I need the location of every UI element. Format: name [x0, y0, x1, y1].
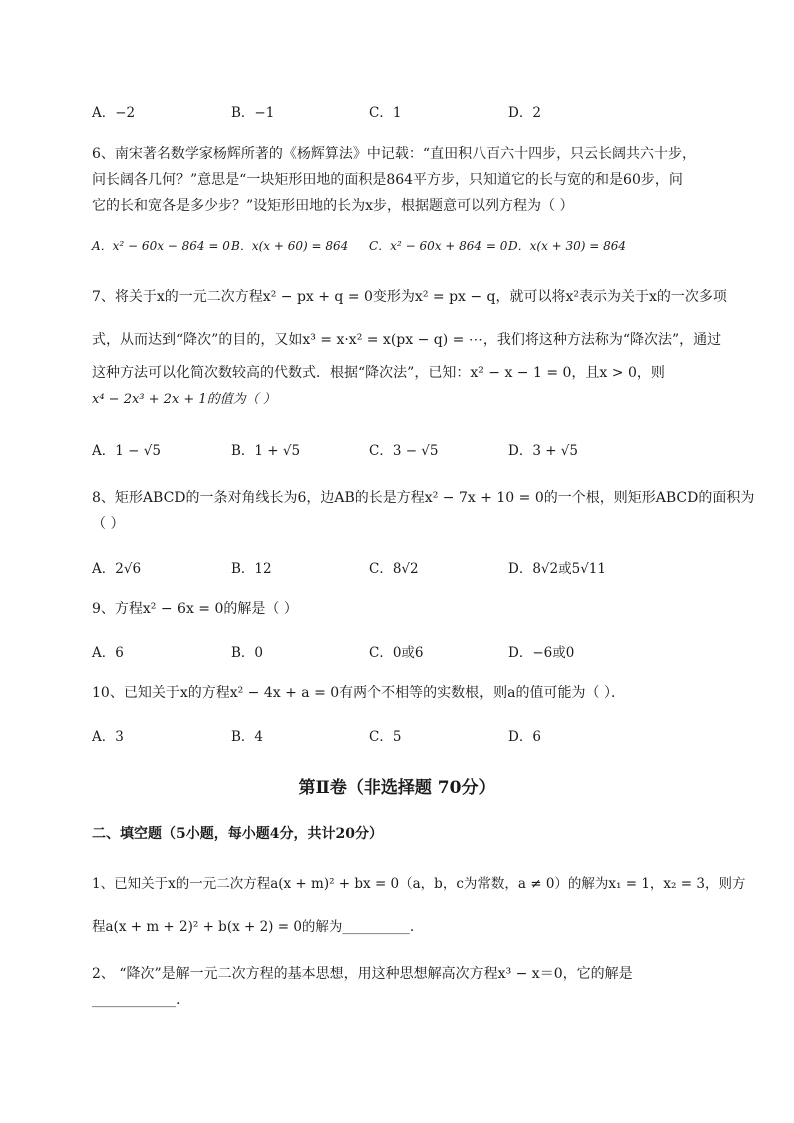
q9-option-c: C．0或6	[369, 645, 424, 661]
q6-stem-line-2: 问长阔各几何？”意思是“一块矩形田地的面积是864平方步，只知道它的长与宽的和是60步，问	[92, 172, 683, 188]
q8-stem-line-2: （ ）	[92, 516, 125, 532]
q7-stem-line-1: 7、将关于x的一元二次方程x² − px + q = 0变形为x² = px − q，就可以将x²表示为关于x的一次多项	[92, 289, 727, 305]
q6-option-b: B．x(x + 60) = 864	[231, 239, 349, 253]
q5-option-b: B．−1	[231, 105, 275, 121]
q5-option-a: A．−2	[92, 105, 136, 121]
q8-option-c: C．8√2	[369, 561, 419, 577]
q9-stem-line-1: 9、方程x² − 6x = 0的解是（ ）	[92, 601, 298, 617]
q8-option-d: D．8√2或5√11	[508, 561, 606, 577]
q7-stem-line-4: x⁴ − 2x³ + 2x + 1的值为（ ）	[92, 392, 276, 407]
q7-stem-line-2: 式，从而达到“降次”的目的，又如x³ = x·x² = x(px − q) = ⋯，我们将这种方法称为“降次法”，通过	[92, 332, 722, 348]
q5-option-c: C．1	[369, 105, 402, 121]
q7-option-c: C．3 − √5	[369, 443, 439, 459]
q6-option-d: D．x(x + 30) = 864	[508, 239, 627, 253]
q10-option-d: D．6	[508, 729, 541, 745]
q10-option-c: C．5	[369, 729, 402, 745]
fill2-stem-line-2: ____________.	[92, 992, 181, 1008]
fill1-stem-line-2: 程a(x + m + 2)² + b(x + 2) = 0的解为__________.	[92, 919, 415, 935]
q9-option-a: A．6	[92, 645, 124, 661]
q10-option-a: A．3	[92, 729, 124, 745]
q7-option-d: D．3 + √5	[508, 443, 578, 459]
q8-stem-line-1: 8、矩形ABCD的一条对角线长为6，边AB的长是方程x² − 7x + 10 = 0的一个根，则矩形ABCD的面积为	[92, 490, 755, 506]
fill-in-section-heading: 二、填空题（5小题，每小题4分，共计20分）	[92, 826, 383, 842]
q9-option-b: B．0	[231, 645, 264, 661]
q5-option-d: D．2	[508, 105, 541, 121]
q9-option-d: D．−6或0	[508, 645, 575, 661]
q8-option-a: A．2√6	[92, 561, 142, 577]
q7-option-a: A．1 − √5	[92, 443, 161, 459]
q8-option-b: B．12	[231, 561, 272, 577]
q10-option-b: B．4	[231, 729, 264, 745]
fill1-stem-line-1: 1、已知关于x的一元二次方程a(x + m)² + bx = 0（a，b，c为常数，a ≠ 0）的解为x₁ = 1，x₂ = 3，则方	[92, 876, 746, 892]
q6-stem-line-3: 它的长和宽各是多少步？”设矩形田地的长为x步，根据题意可以列方程为（ ）	[92, 198, 574, 214]
q7-stem-line-3: 这种方法可以化简次数较高的代数式．根据“降次法”，已知：x² − x − 1 = 0，且x > 0，则	[92, 365, 665, 381]
fill2-stem-line-1: 2、 “降次”是解一元二次方程的基本思想，用这种思想解高次方程x³ − x＝0，它的解是	[92, 966, 633, 982]
q7-option-b: B．1 + √5	[231, 443, 301, 459]
q10-stem-line-1: 10、已知关于x的方程x² − 4x + a = 0有两个不相等的实数根，则a的值可能为（ ）．	[92, 685, 625, 701]
q6-option-c: C．x² − 60x + 864 = 0	[369, 239, 508, 253]
q6-stem-line-1: 6、南宋著名数学家杨辉所著的《杨辉算法》中记载：“直田积八百六十四步，只云长阔共六十步，	[92, 146, 697, 162]
section-2-title: 第Ⅱ卷（非选择题 70分）	[298, 778, 496, 798]
q6-option-a: A．x² − 60x − 864 = 0	[92, 239, 230, 253]
